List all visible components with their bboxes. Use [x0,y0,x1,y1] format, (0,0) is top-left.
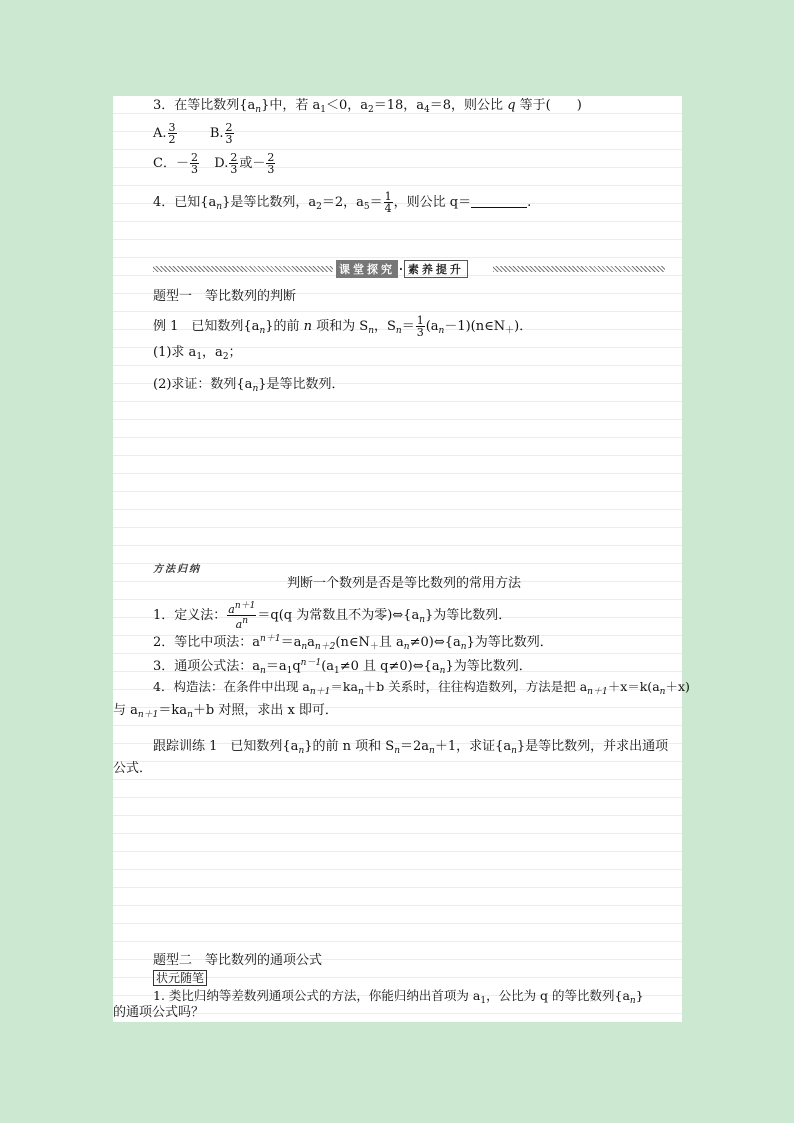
method-2: 2．等比中项法：$a^{n+1}=a_na_{n+2}(n\in N_+$且 $a_n\ne 0)\Leftrightarrow\{a_n\}$为等比数列． [153,634,553,652]
banner-label: 课堂探究 · 素养提升 [336,261,468,277]
section-banner [153,261,665,277]
example-1-part-2: (2)求证：数列$\{a_n\}$是等比数列． [153,377,345,394]
document-page [113,96,690,1022]
tracking-exercise-1-line-2: 公式． [113,761,153,776]
example-1: 例 1 已知数列$\{a_n\}$的前 n 项和为 $S_n$，$S_n=$ $\frac{1}{3}$ $(a_n-1)(n\in N_+)$． [153,314,533,339]
question-3-stem: 3．在等比数列$\{a_n\}$中，若 $a_1<0$，$a_2=18$，$a_4=8$，则公比 q 等于( ) [153,98,582,115]
fraction: $\frac{2}{3}$ [225,121,233,146]
method-4-line-2: 与 $a_{n+1}=ka_n+b$ 对照，求出 x 即可． [113,703,338,720]
fraction: $\frac{3}{2}$ [168,121,176,146]
tip-box-label: 状元随笔 [153,970,207,986]
method-summary-tag: 方法归纳 [153,564,201,575]
type-2-question-1: 1. 类比归纳等差数列通项公式的方法，你能归纳出首项为 $a_1$，公比为 q 的等比数列$\{a_n\}$ [153,988,644,1006]
type-2-title: 题型二 等比数列的通项公式 [153,953,323,968]
banner-hatch-right [493,266,665,272]
fraction: $\frac{2}{3}$ [230,151,238,176]
question-4-stem: 4．已知$\{a_n\}$是等比数列，$a_2=2$，$a_5=$ $\frac{1}{4}$ ，则公比 q＝ . [153,190,532,215]
example-1-part-1: (1)求 $a_1$，$a_2$； [153,345,242,362]
question-3-options-cd: C．－ $\frac{2}{3}$ D. $\frac{2}{3}$ 或－ $\frac{2}{3}$ [153,151,275,176]
tracking-exercise-1: 跟踪训练 1 已知数列$\{a_n\}$的前 n 项和 $S_n=2a_n+1$，求证$\{a_n\}$是等比数列，并求出通项 [153,739,669,756]
banner-hatch-left [153,266,333,272]
question-3-options-ab: A. $\frac{3}{2}$ B. $\frac{2}{3}$ [153,121,233,146]
fraction: $\frac{2}{3}$ [190,151,198,176]
fraction: $\frac{1}{4}$ [384,190,392,215]
fraction: $\frac{1}{3}$ [416,314,424,339]
fraction: $\frac{2}{3}$ [267,151,275,176]
answer-blank[interactable] [471,195,527,208]
type-2-question-1-line-2: 的通项公式吗？ [113,1005,205,1020]
method-heading: 判断一个数列是否是等比数列的常用方法 [287,576,522,591]
type-1-title: 题型一 等比数列的判断 [153,289,297,304]
fraction: $\frac{a^{n+1}}{a^n}$ [228,601,256,631]
method-3: 3．通项公式法：$a_n=a_1q^{n-1}(a_1\ne 0$ 且 $q\ne 0)\Leftrightarrow\{a_n\}$为等比数列． [153,658,532,676]
method-1: 1．定义法： $\frac{a^{n+1}}{a^n}$ ＝q(q 为常数且不为零)$\Leftrightarrow\{a_n\}$为等比数列． [153,601,512,631]
method-4-line-1: 4．构造法：在条件中出现 $a_{n+1}=ka_n+b$ 关系时，往往构造数列，方法是把 $a_{n+1}+x=k(a_n+x)$ [153,679,690,697]
